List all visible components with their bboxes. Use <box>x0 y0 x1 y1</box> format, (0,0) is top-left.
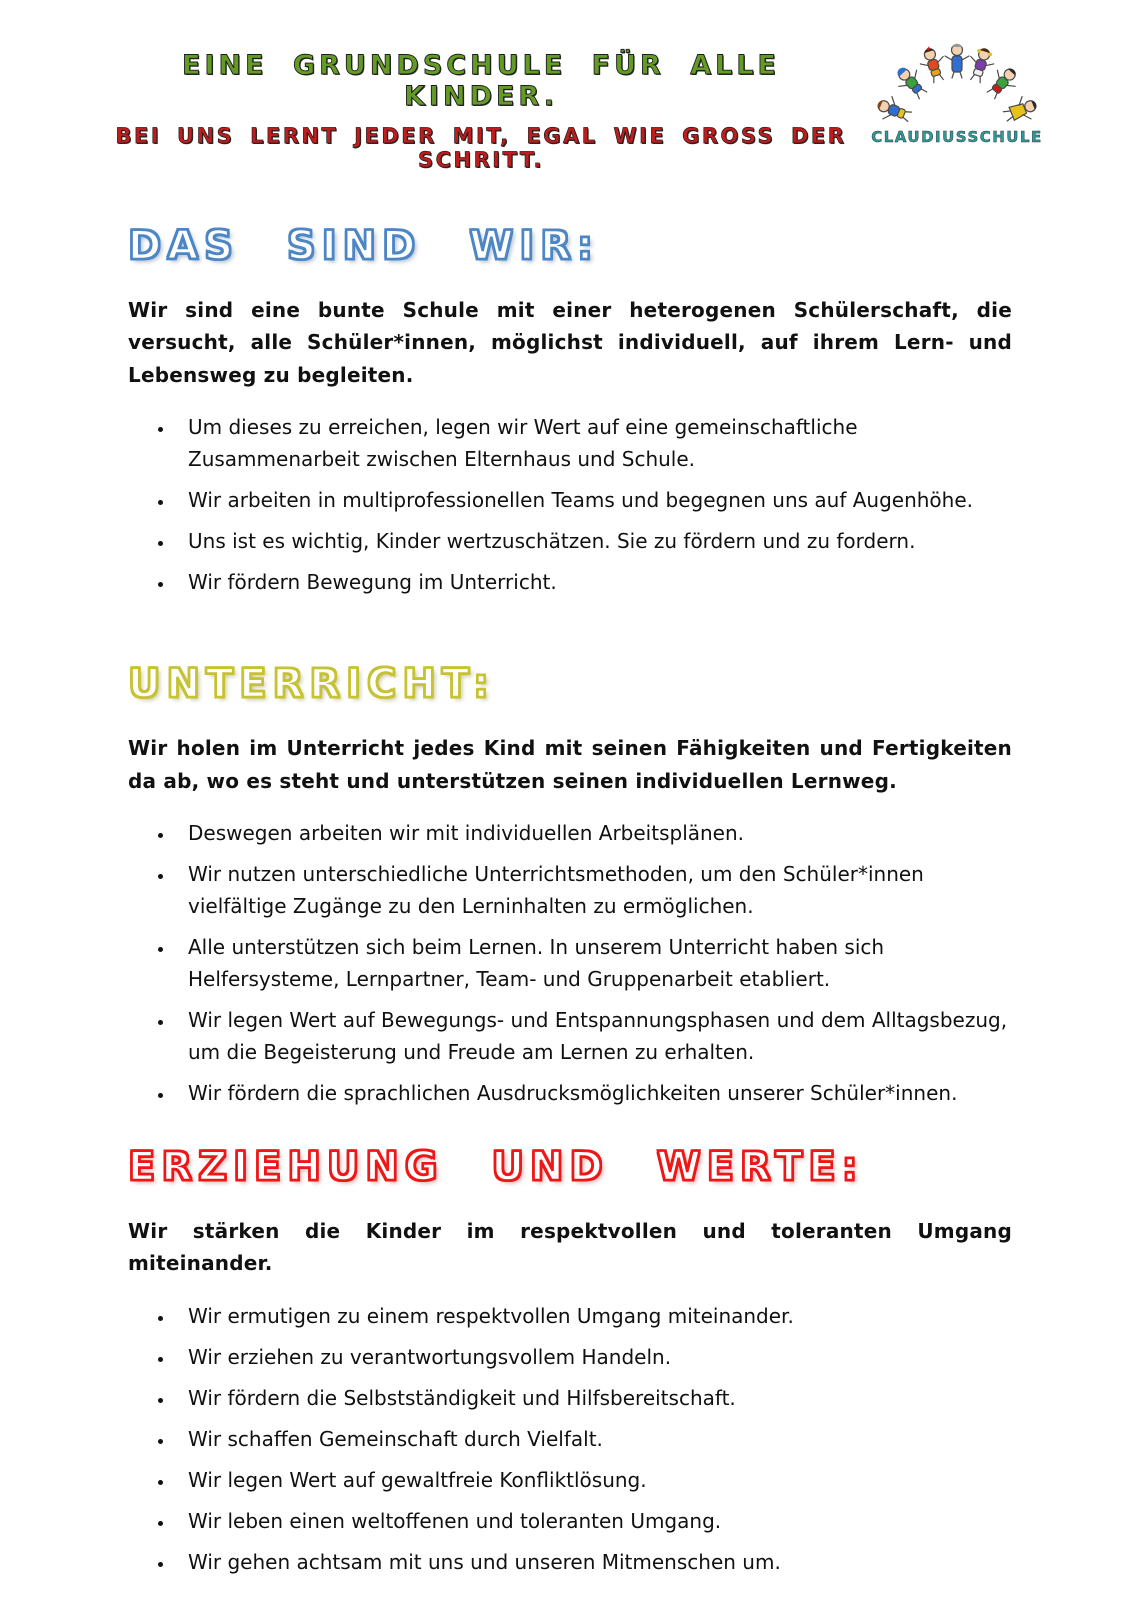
list-item: • Wir fördern die Selbstständigkeit und Hilfsbereitschaft. <box>174 1382 1012 1414</box>
school-logo-text: CLAUDIUSSCHULE <box>871 128 1043 146</box>
section-intro-unterricht: Wir holen im Unterricht jedes Kind mit seinen Fähigkeiten und Fertigkeiten da ab, wo es steht und unterstützen seinen individuellen Lernweg. <box>128 736 1012 793</box>
section-title-das-sind-wir: DAS SIND WIR: <box>128 223 599 269</box>
list-item: • Wir fördern Bewegung im Unterricht. <box>174 566 1012 598</box>
section-title-erziehung-und-werte: ERZIEHUNG UND WERTE: <box>128 1143 864 1190</box>
section-unterricht <box>128 662 1012 1109</box>
list-item: • Wir arbeiten in multiprofessionellen Teams und begegnen uns auf Augenhöhe. <box>174 484 1012 516</box>
motto-line-2: BEI UNS LERNT JEDER MIT, EGAL WIE GROSS DER SCHRITT. <box>115 124 847 172</box>
document-content <box>0 224 1140 1578</box>
list-item: • Wir gehen achtsam mit uns und unseren Mitmenschen um. <box>174 1546 1012 1578</box>
motto-line-1: EINE GRUNDSCHULE FÜR ALLE KINDER. <box>182 50 780 112</box>
list-item: • Wir erziehen zu verantwortungsvollem Handeln. <box>174 1341 1012 1373</box>
list-item: • Uns ist es wichtig, Kinder wertzuschätzen. Sie zu fördern und zu fordern. <box>174 525 1012 557</box>
list-item: • Wir schaffen Gemeinschaft durch Vielfalt. <box>174 1423 1012 1455</box>
children-arc-illustration <box>867 34 1047 126</box>
list-item: • Wir leben einen weltoffenen und toleranten Umgang. <box>174 1505 1012 1537</box>
list-item: • Deswegen arbeiten wir mit individuellen Arbeitsplänen. <box>174 817 1012 849</box>
list-item: • Wir fördern die sprachlichen Ausdrucksmöglichkeiten unserer Schüler*innen. <box>174 1077 1012 1109</box>
section-erziehung-und-werte <box>128 1145 1012 1578</box>
school-logo <box>862 34 1052 146</box>
list-item: • Wir ermutigen zu einem respektvollen Umgang miteinander. <box>174 1300 1012 1332</box>
section-title-unterricht: UNTERRICHT: <box>128 661 495 708</box>
school-motto <box>100 40 862 172</box>
list-item: • Wir legen Wert auf gewaltfreie Konfliktlösung. <box>174 1464 1012 1496</box>
bullet-list-das-sind-wir <box>128 411 1012 598</box>
bullet-list-erziehung-und-werte <box>128 1300 1012 1578</box>
list-item: • Alle unterstützen sich beim Lernen. In unserem Unterricht haben sich Helfersysteme, Lernpartner, Team- und Gruppenarbeit etabliert. <box>174 931 1012 995</box>
list-item: • Um dieses zu erreichen, legen wir Wert auf eine gemeinschaftliche Zusammenarbeit zwischen Elternhaus und Schule. <box>174 411 1012 475</box>
section-das-sind-wir <box>128 224 1012 598</box>
bullet-list-unterricht <box>128 817 1012 1109</box>
section-intro-das-sind-wir: Wir sind eine bunte Schule mit einer heterogenen Schülerschaft, die versucht, alle Schüler*innen, möglichst individuell, auf ihrem Lern- und Lebensweg zu begleiten. <box>128 298 1012 387</box>
page-header <box>0 0 1140 172</box>
list-item: • Wir nutzen unterschiedliche Unterrichtsmethoden, um den Schüler*innen vielfältige Zugänge zu den Lerninhalten zu ermöglichen. <box>174 858 1012 922</box>
list-item: • Wir legen Wert auf Bewegungs- und Entspannungsphasen und dem Alltagsbezug, um die Begeisterung und Freude am Lernen zu erhalten. <box>174 1004 1012 1068</box>
section-intro-erziehung-und-werte: Wir stärken die Kinder im respektvollen und toleranten Umgang miteinander. <box>128 1218 1012 1276</box>
